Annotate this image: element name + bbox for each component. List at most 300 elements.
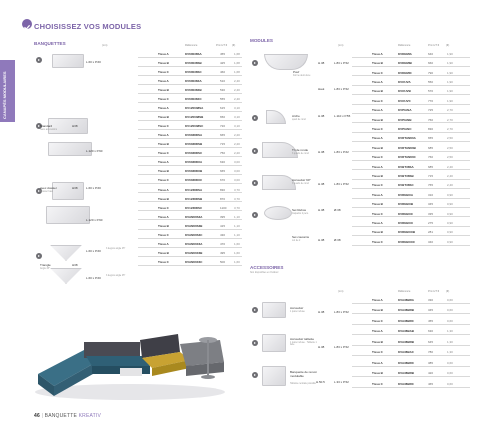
- check-icon: [22, 19, 32, 29]
- reference-code: KV60038XC: [185, 97, 202, 102]
- eco-fee: 2,50: [447, 145, 453, 150]
- col-ref: Référence: [185, 44, 198, 47]
- table-row: [352, 316, 470, 325]
- table-row: [138, 76, 242, 85]
- reference-code: KV120038SB: [185, 115, 204, 120]
- eco-fee: 1,68: [234, 51, 240, 56]
- reference-code: KV6038DXC: [185, 178, 203, 183]
- product-image: [50, 245, 82, 261]
- play-bullet: [252, 212, 258, 218]
- reference-code: KVOUVC: [398, 98, 411, 103]
- play-bullet: [252, 148, 258, 154]
- fabric-label: Tissu C: [158, 178, 169, 183]
- eco-fee: 3,00: [234, 160, 240, 165]
- product-image: [264, 206, 292, 220]
- group-name: Set Rebos: [292, 208, 307, 212]
- fabric-label: Tissu C: [158, 124, 169, 129]
- reference-code: KVAN60X3C: [185, 259, 203, 264]
- acc-name: Accoudoir: [290, 306, 304, 310]
- reference-code: KVA38BRC: [398, 318, 414, 323]
- price: 640: [428, 51, 434, 56]
- fabric-label: Tissu C: [158, 259, 169, 264]
- reference-code: KV60038SB: [185, 60, 202, 65]
- price: 665: [220, 169, 226, 174]
- product-image: [50, 268, 82, 284]
- table-row: [138, 158, 242, 167]
- group-subtitle: Sans accoudoirs: [40, 129, 57, 131]
- eco-fee: 2,20: [234, 142, 240, 147]
- eco-fee: 1,90: [447, 89, 453, 94]
- table-row: [138, 149, 242, 158]
- fabric-label: Tissu C: [372, 126, 383, 131]
- eco-fee: 2,40: [234, 78, 240, 83]
- fabric-label: Tissu C: [158, 232, 169, 237]
- group-subtitle: Lot de 2: [292, 240, 301, 242]
- col-ref: Référence: [398, 44, 411, 47]
- reference-code: KVREBOC: [398, 211, 414, 216]
- table-row: [352, 171, 470, 180]
- eco-fee: 1,30: [447, 329, 453, 334]
- eco-fee: 0,90: [447, 211, 453, 216]
- reference-code: KV60038XB: [185, 87, 202, 92]
- fabric-label: Tissu C: [372, 70, 383, 75]
- reference-code: KVDEMIC: [398, 70, 412, 75]
- eco-fee: 1,10: [234, 214, 240, 219]
- page-number: 46: [34, 413, 40, 419]
- eco-fee: 2,70: [447, 126, 453, 131]
- eco-fee: 1,10: [234, 223, 240, 228]
- group-size: L.60 x P.60: [86, 186, 101, 190]
- product-image: [52, 54, 84, 68]
- fabric-label: Tissu A: [372, 136, 383, 141]
- eco-fee: 1,68: [234, 69, 240, 74]
- group-subtitle: Capacité 2 pers.: [292, 213, 309, 215]
- group-name: Standard: [40, 124, 53, 128]
- fabric-label: Tissu C: [158, 69, 169, 74]
- page-footer: 46 | BANQUETTE KREATIV: [34, 413, 102, 419]
- table-row: [352, 115, 470, 124]
- dim-h: H.38: [318, 114, 325, 118]
- eco-fee: 1,90: [447, 79, 453, 84]
- reference-code: KV6038DXA: [185, 160, 203, 165]
- fabric-label: Tissu C: [158, 97, 169, 102]
- table-row: [138, 212, 242, 221]
- reference-code: KV1238DSB: [185, 196, 203, 201]
- fabric-label: Tissu A: [372, 192, 383, 197]
- price: 715: [428, 173, 434, 178]
- side-tab-label: CANAPÉS MODULAIRES: [2, 71, 7, 119]
- price: 660: [428, 61, 434, 66]
- dim-lp: L.110 x P.55: [334, 114, 351, 118]
- table-row: [138, 221, 242, 230]
- reference-code: KVBT38SC: [398, 183, 414, 188]
- reference-code: KVRTAN60A: [398, 136, 416, 141]
- price: 335: [428, 211, 434, 216]
- fabric-label: Tissu A: [372, 108, 383, 113]
- reference-code: KVOUVA: [398, 79, 411, 84]
- eco-fee: 1,60: [234, 250, 240, 255]
- group-name: Arche: [292, 114, 300, 118]
- reference-code: KV6038DSB: [185, 142, 203, 147]
- reference-code: KV60038SA: [185, 51, 202, 56]
- table-row: [352, 379, 470, 388]
- eco-fee: 0,90: [447, 192, 453, 197]
- acc-h: H.38: [318, 345, 325, 349]
- price: 340: [428, 239, 434, 244]
- table-row: [352, 348, 470, 357]
- fabric-label: Tissu A: [372, 220, 383, 225]
- price: 420: [428, 371, 434, 376]
- table-row: [352, 58, 470, 67]
- group-height: H38: [72, 263, 78, 267]
- eco-fee: 2,40: [234, 97, 240, 102]
- table-row: [138, 167, 242, 176]
- reference-code: KVPIANC: [398, 126, 412, 131]
- eco-fee: 2,50: [447, 155, 453, 160]
- price: 385: [428, 360, 434, 365]
- group-subtitle: Forme demi-lune: [293, 75, 311, 77]
- product-image: [262, 366, 286, 386]
- acc-lp: L.83 x P.52: [334, 345, 349, 349]
- group-subtitle: Dossier haut: [40, 191, 53, 193]
- price: 275: [428, 220, 434, 225]
- dim-lp: L.83 x P.52: [334, 87, 349, 91]
- acc-lp: L.33 x P.52: [334, 380, 349, 384]
- reference-code: KVAN60X3A: [185, 241, 203, 246]
- acc-name: Accoudoir tablette: [290, 337, 315, 341]
- fabric-label: Tissu B: [158, 87, 169, 92]
- section-banquettes: BANQUETTES: [34, 41, 66, 46]
- table-row: [138, 103, 242, 112]
- price: 685: [428, 164, 434, 169]
- page-title: CHOISISSEZ VOS MODULES: [34, 22, 142, 31]
- fabric-label: Tissu A: [372, 360, 383, 365]
- dim-lp: L.83 x P.62: [334, 150, 349, 154]
- table-row: [352, 68, 470, 77]
- fabric-label: Tissu A: [158, 133, 169, 138]
- reference-code: KVA38BRB: [398, 339, 414, 344]
- group-size: L.60 x P.60: [86, 249, 101, 253]
- fabric-label: Tissu B: [372, 145, 383, 150]
- eco-fee: 2,40: [447, 183, 453, 188]
- reference-code: KVDEMIB: [398, 61, 412, 66]
- footer-model: KREATIV: [78, 413, 102, 419]
- price: 670: [220, 178, 226, 183]
- reference-code: KVA38BRC: [398, 381, 414, 386]
- fabric-label: Tissu C: [372, 381, 383, 386]
- table-row: [352, 306, 470, 315]
- eco-fee: 0,90: [447, 239, 453, 244]
- fabric-label: Tissu A: [158, 106, 169, 111]
- group-name: Triangle: [40, 263, 51, 267]
- product-image: [264, 54, 308, 70]
- play-bullet: [252, 372, 258, 378]
- section-subtitle: Non disponibles en Outdoor: [250, 272, 279, 274]
- eco-fee: 3,10: [234, 124, 240, 129]
- fabric-label: Tissu A: [158, 187, 169, 192]
- col-size: (cm): [338, 290, 344, 293]
- reference-code: KVDEMIA: [398, 51, 412, 56]
- group-name: Tri de ronde: [292, 148, 309, 152]
- group-name: Accoudoir 90°: [292, 178, 311, 182]
- fabric-label: Tissu C: [372, 155, 383, 160]
- reference-code: KVA38BAB: [398, 329, 414, 334]
- price: 430: [220, 232, 226, 237]
- eco-fee: 2,20: [234, 133, 240, 138]
- price: 345: [428, 308, 434, 313]
- dim-h: H.38: [318, 238, 325, 242]
- table-row: [138, 112, 242, 121]
- reference-code: KVAN60S3B: [185, 223, 203, 228]
- table-row: [352, 143, 470, 152]
- fabric-label: Tissu B: [372, 371, 383, 376]
- eco-fee: 2,50: [447, 136, 453, 141]
- table-row: [352, 181, 470, 190]
- eco-fee: 2,70: [447, 108, 453, 113]
- fabric-label: Tissu B: [372, 173, 383, 178]
- price: 555: [220, 97, 226, 102]
- price: 685: [428, 145, 434, 150]
- table-row: [352, 124, 470, 133]
- fabric-label: Tissu A: [158, 78, 169, 83]
- reference-code: KVOUVB: [398, 89, 411, 94]
- play-bullet: [36, 57, 42, 63]
- dim-lp: L.83 x P.52: [334, 61, 349, 65]
- fabric-label: Tissu B: [158, 60, 169, 65]
- group-height: H38: [72, 124, 78, 128]
- price: 630: [428, 329, 434, 334]
- fabric-label: Tissu C: [372, 318, 383, 323]
- price: 830: [220, 187, 226, 192]
- table-row: [352, 209, 470, 218]
- price: 550: [428, 79, 434, 84]
- table-row: [352, 337, 470, 346]
- price: 330: [428, 297, 434, 302]
- play-bullet: [36, 253, 42, 259]
- acc-h: H.50.5: [316, 380, 325, 384]
- table-row: [138, 140, 242, 149]
- eco-fee: 2,70: [447, 117, 453, 122]
- dim-h: H.38: [318, 182, 325, 186]
- col-size: (cm): [338, 44, 344, 47]
- dim-h: Haut: [318, 87, 325, 91]
- eco-fee: 0,60: [447, 318, 453, 323]
- reference-code: KVA38BRB: [398, 371, 414, 376]
- fabric-label: Tissu A: [158, 241, 169, 246]
- eco-fee: 1,90: [447, 61, 453, 66]
- fabric-label: Tissu C: [372, 98, 383, 103]
- table-row: [352, 87, 470, 96]
- reference-code: KV60038SC: [185, 69, 202, 74]
- fabric-label: Tissu A: [158, 160, 169, 165]
- fabric-label: Tissu C: [158, 151, 169, 156]
- dim-h: H.38: [318, 61, 325, 65]
- table-row: [352, 199, 470, 208]
- price: 510: [220, 78, 226, 83]
- eco-fee: 3,10: [234, 106, 240, 111]
- eco-fee: 0,60: [447, 297, 453, 302]
- group-subtitle: Angle 45°: [40, 268, 50, 270]
- acc-lp: L.83 x P.52: [334, 310, 349, 314]
- play-bullet: [252, 60, 258, 66]
- footer-brand: BANQUETTE: [44, 413, 78, 419]
- eco-fee: 3,00: [234, 178, 240, 183]
- table-row: [352, 295, 470, 304]
- eco-fee: 0,60: [447, 371, 453, 376]
- price: 615: [220, 106, 226, 111]
- acc-h: H.38: [318, 310, 325, 314]
- price: 790: [428, 70, 434, 75]
- group-subtitle: 3 quarts de rond: [292, 183, 309, 185]
- price: 470: [220, 241, 226, 246]
- reference-code: KVREBOA: [398, 192, 414, 197]
- price: 655: [428, 136, 434, 141]
- fabric-label: Tissu C: [372, 183, 383, 188]
- table-row: [138, 130, 242, 139]
- reference-code: KVA38BAC: [398, 350, 414, 355]
- price: 460: [220, 69, 226, 74]
- reference-code: KV1238DSA: [185, 187, 203, 192]
- price: 720: [220, 124, 226, 129]
- fabric-label: Tissu C: [372, 350, 383, 355]
- eco-fee: 0,60: [447, 381, 453, 386]
- acc-subtitle: 1 paire incluse: [290, 311, 305, 313]
- price: 770: [428, 98, 434, 103]
- group-size: L.60 x P.60: [86, 60, 101, 64]
- group-size: L.120 x P.60: [86, 218, 103, 222]
- eco-fee: 0,90: [447, 230, 453, 235]
- eco-fee: 2,20: [234, 151, 240, 156]
- fabric-label: Tissu B: [372, 117, 383, 122]
- price: 1100: [220, 205, 227, 210]
- table-row: [138, 121, 242, 130]
- dim-lp: Ø.38: [334, 238, 341, 242]
- reference-code: KVREBOXB: [398, 230, 416, 235]
- eco-fee: 1,90: [447, 70, 453, 75]
- price: 530: [220, 87, 226, 92]
- col-price: Prix HT €: [428, 290, 440, 293]
- eco-fee: 1,10: [234, 232, 240, 237]
- play-bullet: [252, 115, 258, 121]
- product-image: [262, 334, 286, 352]
- reference-code: KV6038DSA: [185, 133, 203, 138]
- price: 665: [220, 133, 226, 138]
- col-eco: (€): [446, 290, 450, 293]
- product-image: [266, 110, 286, 124]
- eco-fee: 1,68: [234, 60, 240, 65]
- table-row: [138, 248, 242, 257]
- price: 630: [220, 160, 226, 165]
- table-row: [138, 176, 242, 185]
- reference-code: KVPIANB: [398, 117, 412, 122]
- reference-code: KV120038SC: [185, 124, 204, 129]
- table-row: [138, 185, 242, 194]
- eco-fee: 3,70: [234, 187, 240, 192]
- reference-code: KV1238DSC: [185, 205, 203, 210]
- price: 750: [220, 151, 226, 156]
- price: 345: [428, 202, 434, 207]
- price: 495: [220, 250, 226, 255]
- dim-lp: L.83 x P.52: [334, 182, 349, 186]
- reference-code: KVA38BRA: [398, 297, 414, 302]
- col-price: Prix HT €: [428, 44, 440, 47]
- eco-fee: 2,40: [447, 173, 453, 178]
- table-row: [352, 134, 470, 143]
- fabric-label: Tissu B: [372, 202, 383, 207]
- fabric-label: Tissu B: [372, 339, 383, 344]
- dim-lp: Ø.38: [334, 208, 341, 212]
- reference-code: KVPIANA: [398, 108, 412, 113]
- price: 830: [428, 126, 434, 131]
- dim-h: H.38: [318, 208, 325, 212]
- reference-code: KV120038SA: [185, 106, 204, 111]
- price: 415: [220, 223, 226, 228]
- fabric-label: Tissu B: [158, 142, 169, 147]
- reference-code: KVAN60S3A: [185, 214, 203, 219]
- fabric-label: Tissu B: [158, 196, 169, 201]
- reference-code: KVREBOX: [398, 220, 413, 225]
- product-image: [262, 175, 296, 190]
- table-row: [352, 228, 470, 237]
- table-row: [138, 58, 242, 67]
- eco-fee: 0,90: [447, 202, 453, 207]
- table-row: [138, 94, 242, 103]
- sofa-illustration: [30, 300, 235, 402]
- col-eco: (€): [232, 44, 236, 47]
- product-image: [46, 206, 90, 224]
- col-ref: Référence: [398, 290, 411, 293]
- reference-code: KVAN60X3B: [185, 250, 203, 255]
- table-row: [352, 49, 470, 58]
- table-row: [352, 190, 470, 199]
- fabric-label: Tissu B: [372, 308, 383, 313]
- fabric-label: Tissu A: [372, 51, 383, 56]
- price: 780: [428, 350, 434, 355]
- price: 425: [220, 60, 226, 65]
- table-row: [138, 239, 242, 248]
- group-subtitle: quart de rond: [292, 119, 306, 121]
- table-row: [352, 77, 470, 86]
- fabric-label: Tissu B: [372, 61, 383, 66]
- eco-fee: 0,60: [447, 360, 453, 365]
- reference-code: KVA38BRX: [398, 360, 414, 365]
- fabric-label: Tissu B: [158, 250, 169, 255]
- table-row: [138, 230, 242, 239]
- table-row: [352, 105, 470, 114]
- reference-code: KVRTAN60B: [398, 145, 416, 150]
- reference-code: KVBT38SB: [398, 173, 414, 178]
- fabric-label: Tissu A: [372, 329, 383, 334]
- fabric-label: Tissu B: [158, 223, 169, 228]
- price: 765: [428, 183, 434, 188]
- reference-code: KV6038DXB: [185, 169, 203, 174]
- eco-fee: 3,00: [234, 169, 240, 174]
- angle-note: 3 degrés angle 45°: [106, 248, 126, 250]
- table-row: [352, 218, 470, 227]
- price: 870: [220, 196, 226, 201]
- eco-fee: 3,10: [234, 115, 240, 120]
- col-eco: (€): [446, 44, 450, 47]
- price: 455: [220, 51, 226, 56]
- fabric-label: Tissu A: [372, 297, 383, 302]
- price: 465: [428, 381, 434, 386]
- fabric-label: Tissu B: [372, 230, 383, 235]
- product-image: [262, 302, 286, 318]
- eco-fee: 0,60: [447, 308, 453, 313]
- acc-subtitle: Tablette centrale possible: [290, 383, 316, 385]
- reference-code: KV6038DSC: [185, 151, 203, 156]
- price: 455: [428, 318, 434, 323]
